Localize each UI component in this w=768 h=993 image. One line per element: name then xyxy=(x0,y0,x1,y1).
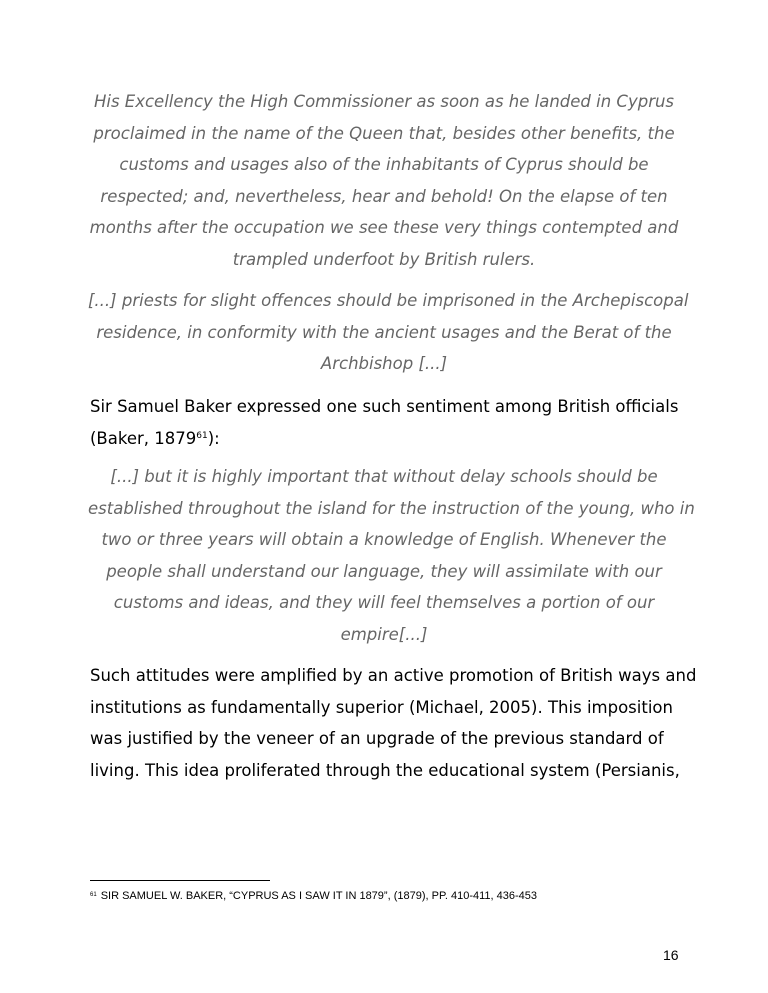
quote-line: established throughout the island for the instruction of the young, who in xyxy=(88,498,695,518)
paragraph-line: Such attitudes were amplified by an active promotion of British ways and xyxy=(90,666,697,685)
quote-line: customs and usages also of the inhabitants of Cyprus should be xyxy=(119,155,649,175)
footnote xyxy=(90,889,537,903)
footnote-separator xyxy=(90,880,270,881)
paragraph-line: living. This idea proliferated through the educational system (Persianis, xyxy=(90,760,680,780)
block-quote-schools xyxy=(88,461,695,651)
quote-line: residence, in conformity with the ancient usages and the Berat of the xyxy=(96,322,672,342)
paragraph-line: Sir Samuel Baker expressed one such sentiment among British officials xyxy=(90,397,679,416)
page-number: 16 xyxy=(663,947,679,963)
paragraph-line: institutions as fundamentally superior (Michael, 2005). This imposition xyxy=(90,697,673,717)
quote-line: months after the occupation we see these very things contempted and xyxy=(89,218,679,238)
quote-line: [...] priests for slight offences should be imprisoned in the Archepiscopal xyxy=(88,291,689,310)
quote-line: trampled underfoot by British rulers. xyxy=(232,249,536,269)
quote-line: His Excellency the High Commissioner as soon as he landed in Cyprus xyxy=(93,92,675,111)
footnote-marker: 61 xyxy=(90,892,97,898)
quote-line: two or three years will obtain a knowledge of English. Whenever the xyxy=(101,530,667,550)
citation-text: (Baker, 1879 xyxy=(90,428,197,448)
quote-line: Archbishop [...] xyxy=(320,354,448,374)
paragraph-baker-intro xyxy=(90,391,690,454)
quote-line: [...] but it is highly important that without delay schools should be xyxy=(110,467,658,486)
paragraph-line xyxy=(90,423,690,455)
block-quote-priests xyxy=(88,285,689,380)
quote-line: proclaimed in the name of the Queen that, besides other benefits, the xyxy=(93,123,675,143)
quote-line: customs and ideas, and they will feel themselves a portion of our xyxy=(113,593,655,613)
citation-closing: ): xyxy=(207,428,220,448)
paragraph-line: was justified by the veneer of an upgrade of the previous standard of xyxy=(90,729,664,749)
footnote-reference: 61 xyxy=(196,430,208,441)
quote-line: respected; and, nevertheless, hear and behold! On the elapse of ten xyxy=(100,186,668,206)
block-quote-proclamation xyxy=(88,86,680,276)
quote-line: empire[...] xyxy=(340,624,428,644)
footnote-text: SIR SAMUEL W. BAKER, “CYPRUS AS I SAW IT IN 1879”, (1879), PP. 410-411, 436-453 xyxy=(100,890,538,902)
paragraph-british-ways xyxy=(90,660,697,786)
quote-line: people shall understand our language, they will assimilate with our xyxy=(106,561,662,581)
